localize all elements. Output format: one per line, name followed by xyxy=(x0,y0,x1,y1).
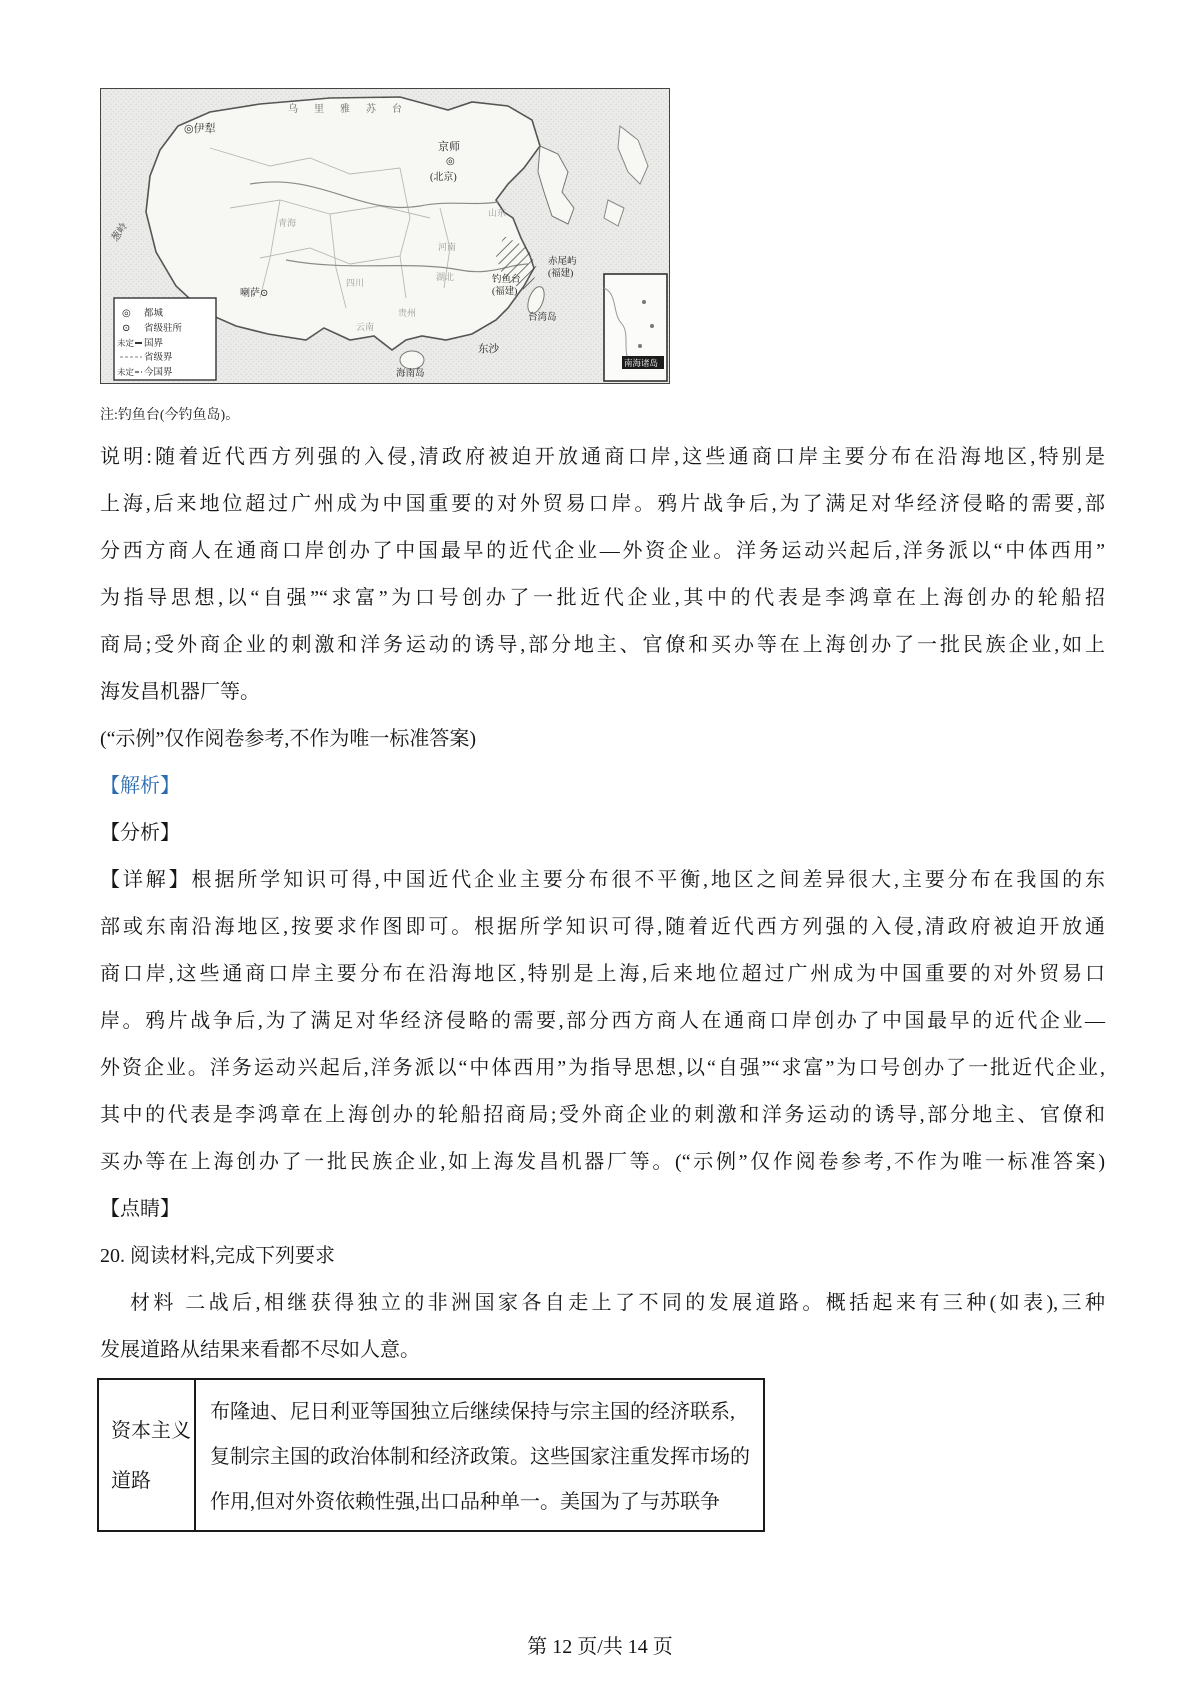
svg-text:四川: 四川 xyxy=(346,278,365,288)
xiangjie-line: 商口岸,这些通商口岸主要分布在沿海地区,特别是上海,后来地位超过广州成为中国重要的对外贸易口 xyxy=(100,963,1105,985)
shuoming-line: 说明:随着近代西方列强的入侵,清政府被迫开放通商口岸,这些通商口岸主要分布在沿海地区,特别是 xyxy=(100,446,1105,468)
page-number-footer: 第 12 页/共 14 页 xyxy=(527,1636,673,1658)
shuoming-line: 分西方商人在通商口岸创办了中国最早的近代企业—外资企业。洋务运动兴起后,洋务派以“中体西用” xyxy=(100,540,1105,562)
map-label-hainan: 海南岛 xyxy=(396,369,425,379)
path-name-line: 资本主义 xyxy=(111,1420,191,1442)
legend-seat-symbol: ⊙ xyxy=(122,323,131,334)
map-label-congling: 葱岭 xyxy=(109,221,131,244)
legend-undetermined1: 未定 xyxy=(117,338,135,348)
legend-capital-symbol: ◎ xyxy=(122,308,131,319)
grading-note-line: (“示例”仅作阅卷参考,不作为唯一标准答案) xyxy=(100,728,477,750)
legend-capital-label: 都城 xyxy=(144,309,164,319)
map-label-chiweiyu-sub: (福建) xyxy=(548,269,574,279)
map-footnote: 注:钓鱼台(今钓鱼岛)。 xyxy=(100,408,240,423)
legend-national-label: 国界 xyxy=(144,339,164,349)
map-label-diaoyutai: 钓鱼台 xyxy=(492,275,521,285)
map-hainan-island xyxy=(400,351,424,369)
svg-text:贵州: 贵州 xyxy=(398,308,417,318)
xiangjie-line: 【详解】根据所学知识可得,中国近代企业主要分布很不平衡,地区之间差异很大,主要分布在我国的东 xyxy=(100,869,1105,891)
legend-seat-label: 省级驻所 xyxy=(144,324,183,334)
xiangjie-line: 买办等在上海创办了一批民族企业,如上海发昌机器厂等。(“示例”仅作阅卷参考,不作为唯一标准答案) xyxy=(100,1151,1105,1173)
map-label-region-top: 乌里雅苏台 xyxy=(288,104,418,115)
qing-china-map xyxy=(100,88,670,384)
xiangjie-line: 外资企业。洋务运动兴起后,洋务派以“中体西用”为指导思想,以“自强”“求富”为口号创办了一批近代企业, xyxy=(100,1057,1105,1079)
legend-undetermined2: 未定 xyxy=(117,367,135,377)
development-paths-table xyxy=(97,1378,765,1532)
legend-provincial-label: 省级界 xyxy=(144,353,173,363)
map-label-chiweiyu: 赤尾屿 xyxy=(548,257,577,267)
table-cell-path-description xyxy=(196,1380,763,1530)
xiangjie-line: 岸。鸦片战争后,为了满足对华经济侵略的需要,部分西方商人在通商口岸创办了中国最早的近代企业— xyxy=(100,1010,1105,1032)
path-desc-line: 布隆迪、尼日利亚等国独立后继续保持与宗主国的经济联系, xyxy=(210,1401,735,1423)
shuoming-line: 为指导思想,以“自强”“求富”为口号创办了一批近代企业,其中的代表是李鸿章在上海创办的轮船招 xyxy=(100,587,1105,609)
map-label-dongsha: 东沙 xyxy=(478,344,499,355)
svg-text:湖北: 湖北 xyxy=(436,272,455,282)
path-desc-line: 复制宗主国的政治体制和经济政策。这些国家注重发挥市场的 xyxy=(210,1446,750,1468)
map-label-lasa: 喇萨⊙ xyxy=(240,288,269,299)
map-label-jingshi: 京师 xyxy=(438,141,460,153)
svg-text:青海: 青海 xyxy=(278,218,297,228)
answer-text-column xyxy=(100,434,1105,1374)
svg-text:河南: 河南 xyxy=(438,242,457,252)
map-svg xyxy=(100,88,670,384)
xiangjie-line: 部或东南沿海地区,按要求作图即可。根据所学知识可得,随着近代西方列强的入侵,清政府被迫开放通 xyxy=(100,916,1105,938)
map-label-beijing: (北京) xyxy=(430,172,457,183)
material-line: 材料 二战后,相继获得独立的非洲国家各自走上了不同的发展道路。概括起来有三种(如表),三种 xyxy=(130,1292,1105,1314)
shuoming-line: 商局;受外商企业的刺激和洋务运动的诱导,部分地主、官僚和买办等在上海创办了一批民族企业,如上 xyxy=(100,634,1105,656)
fenxi-tag: 【分析】 xyxy=(100,822,180,844)
map-inset xyxy=(604,274,667,381)
map-label-taiwan: 台湾岛 xyxy=(528,313,557,323)
shuoming-line: 上海,后来地位超过广州成为中国重要的对外贸易口岸。鸦片战争后,为了满足对华经济侵略的需要,部 xyxy=(100,493,1105,515)
material-line: 发展道路从结果来看都不尽如人意。 xyxy=(100,1339,420,1361)
legend-current-label: 今国界 xyxy=(144,368,173,378)
map-label-diaoyutai-sub: (福建) xyxy=(492,287,518,297)
map-label-yili: ◎伊犁 xyxy=(184,123,216,135)
inset-label: 南海诸岛 xyxy=(624,358,659,368)
map-legend xyxy=(114,298,216,380)
dianjing-tag: 【点睛】 xyxy=(100,1198,180,1220)
question20-heading: 20. 阅读材料,完成下列要求 xyxy=(100,1245,335,1267)
map-capital-symbol: ◎ xyxy=(446,156,455,167)
shuoming-line: 海发昌机器厂等。 xyxy=(100,681,260,703)
xiangjie-line: 其中的代表是李鸿章在上海创办的轮船招商局;受外商企业的刺激和洋务运动的诱导,部分地主、官僚和 xyxy=(100,1104,1105,1126)
svg-text:云南: 云南 xyxy=(356,322,375,332)
svg-text:山东: 山东 xyxy=(488,208,507,218)
jiexi-tag: 【解析】 xyxy=(100,775,180,797)
path-name-line: 道路 xyxy=(111,1470,151,1492)
path-desc-line: 作用,但对外资依赖性强,出口品种单一。美国为了与苏联争 xyxy=(210,1491,720,1513)
table-cell-path-name xyxy=(99,1380,196,1530)
